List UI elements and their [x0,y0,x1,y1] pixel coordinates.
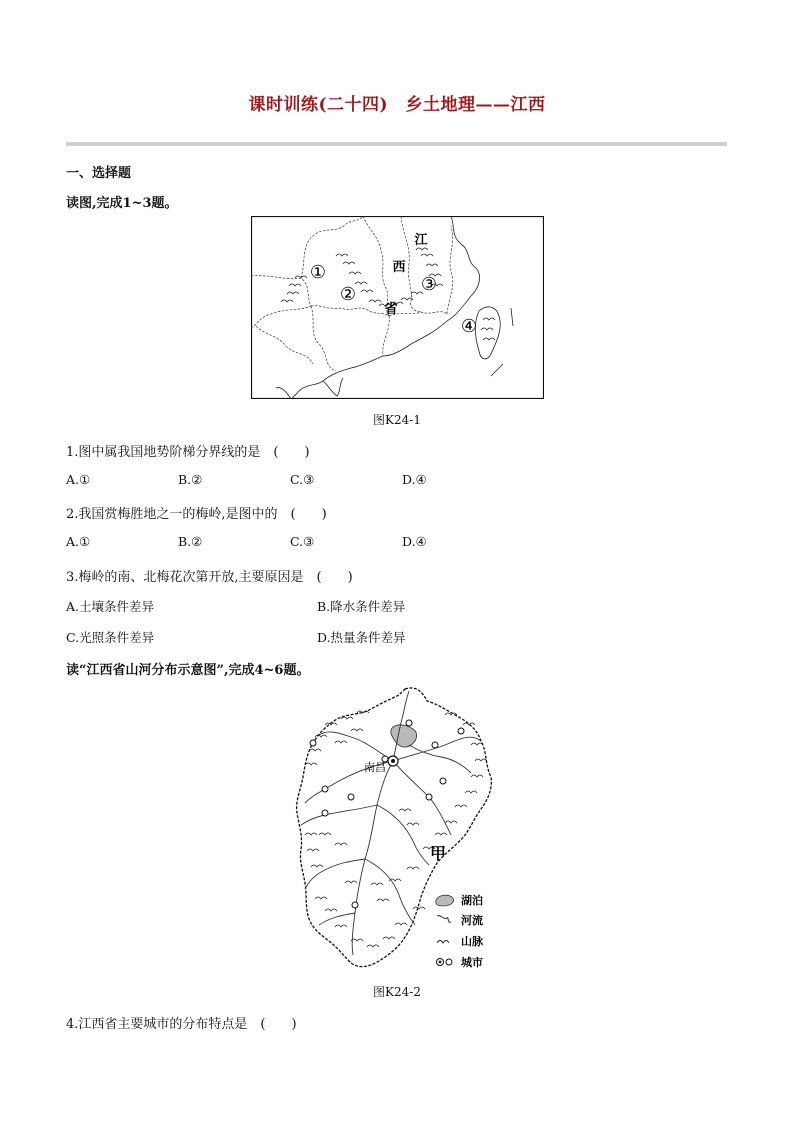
page-title: 课时训练(二十四) 乡土地理——江西 [248,95,546,115]
section-heading: 一、选择题 [66,166,132,181]
q1-option-d: D.④ [402,472,427,487]
map1-label-xi: 西 [392,260,406,275]
map1-label-1: ① [309,262,327,283]
map1-label-jiang: 江 [414,233,428,248]
map1-label-sheng: 省 [384,302,398,317]
intro-2: 读“江西省山河分布示意图”,完成4~6题。 [66,663,310,678]
lake-icon [436,895,454,906]
map-k24-1 [251,216,544,399]
legend-mountain: 山脉 [461,935,483,948]
q2-option-b: B.② [178,534,203,549]
map1-label-2: ② [339,284,357,305]
river-icon [437,916,451,923]
city-icon [437,959,453,966]
q3-option-a: A.土壤条件差异 [66,599,155,614]
intro-1: 读图,完成1~3题。 [66,196,178,211]
map2-caption: 图K24-2 [373,985,421,999]
map1-caption: 图K24-1 [373,413,421,427]
legend-city: 城市 [461,956,483,969]
q1-option-b: B.② [178,472,203,487]
q3-option-d: D.热量条件差异 [317,630,406,645]
q1-option-a: A.① [66,472,91,487]
q2-option-c: C.③ [290,534,315,549]
question-4: 4.江西省主要城市的分布特点是 ( ) [66,1017,297,1032]
q1-option-c: C.③ [290,472,315,487]
q3-option-c: C.光照条件差异 [66,630,155,645]
mountain-icon [437,941,449,944]
map2-legend [433,890,503,972]
question-2: 2.我国赏梅胜地之一的梅岭,是图中的 ( ) [66,507,327,522]
map2-jia-label: 甲 [429,844,447,863]
legend-lake: 湖泊 [461,894,483,907]
map2-city-label: 南昌 [364,761,386,774]
q2-option-a: A.① [66,534,91,549]
q2-option-d: D.④ [402,534,427,549]
question-1: 1.图中属我国地势阶梯分界线的是 ( ) [66,445,310,460]
legend-river: 河流 [461,914,483,927]
map1-label-4: ④ [460,316,478,337]
map1-label-3: ③ [420,274,438,295]
title-divider [66,142,727,146]
question-3: 3.梅岭的南、北梅花次第开放,主要原因是 ( ) [66,570,353,585]
q3-option-b: B.降水条件差异 [317,599,406,614]
